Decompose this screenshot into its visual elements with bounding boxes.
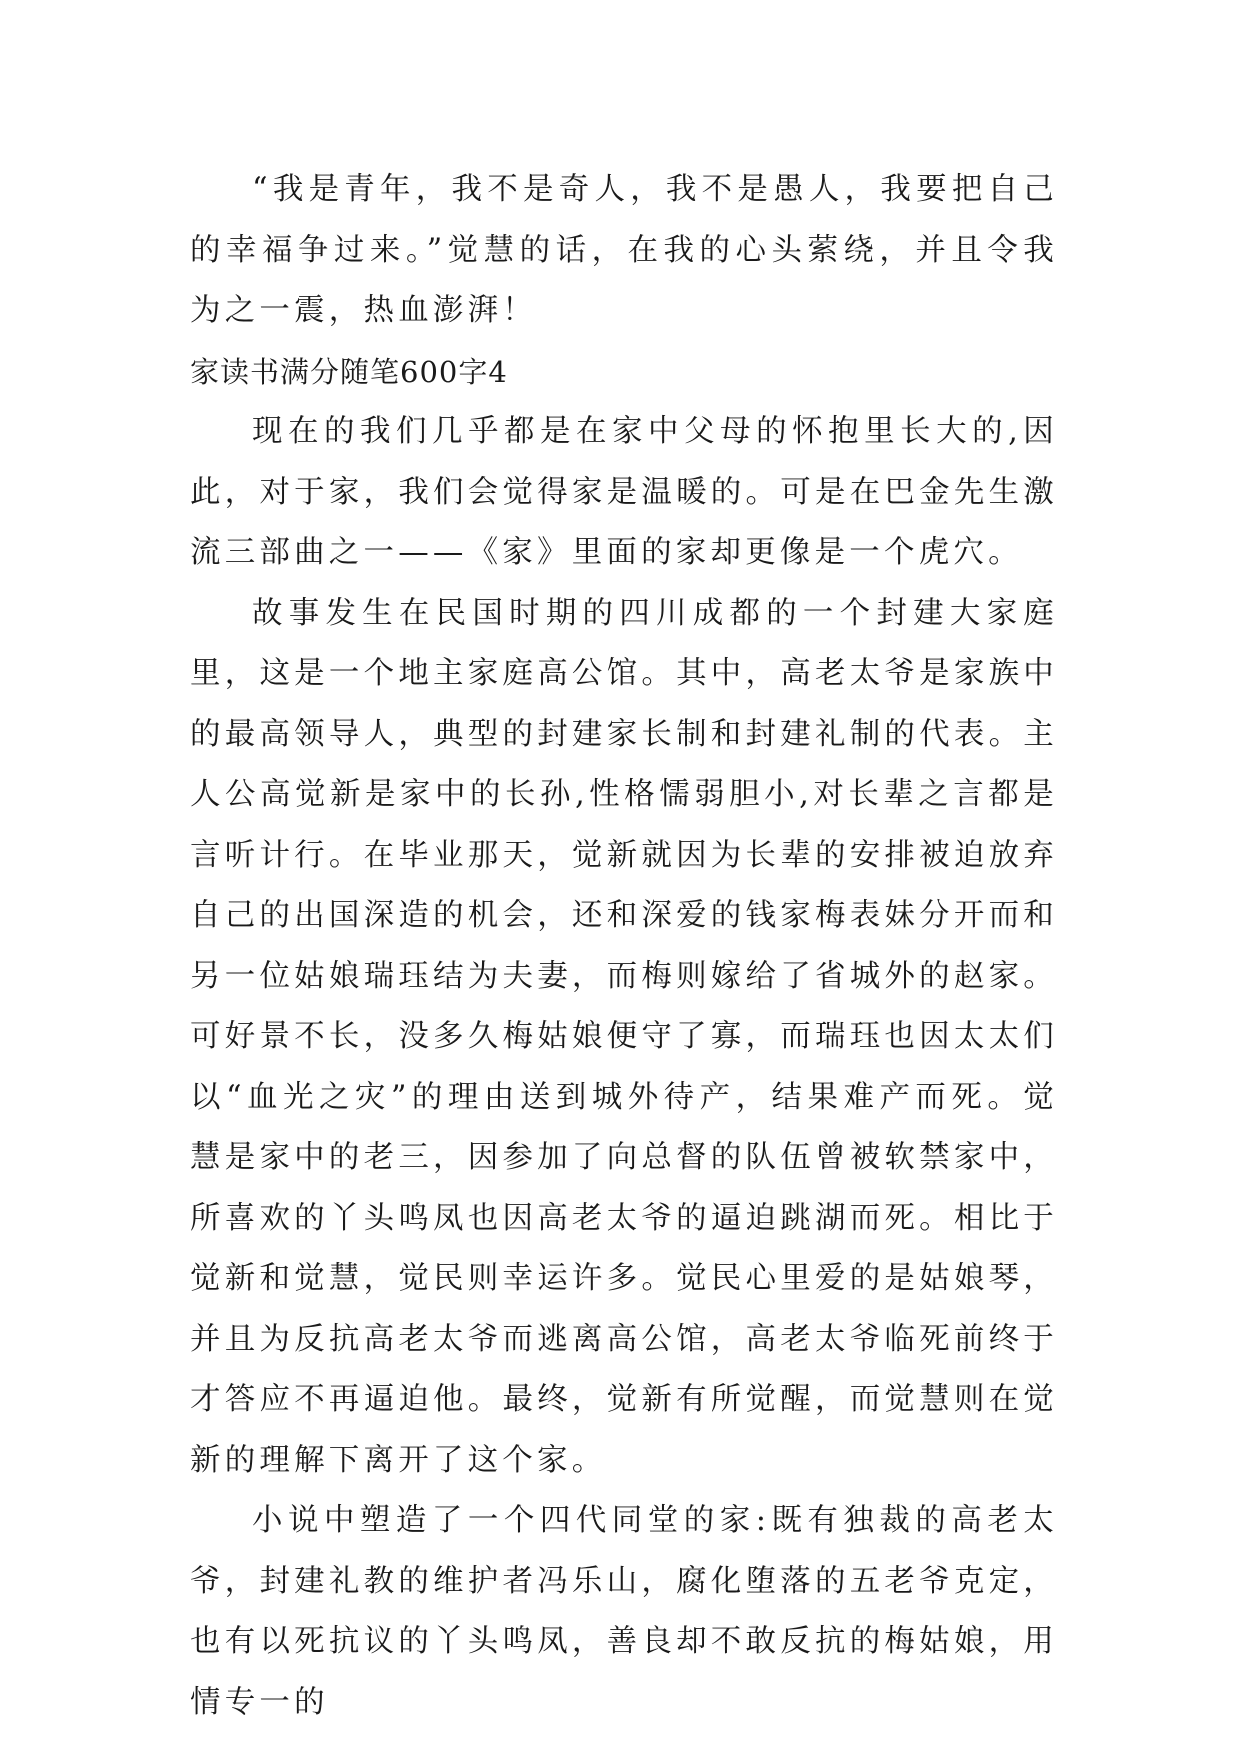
paragraph-characters: 小说中塑造了一个四代同堂的家:既有独裁的高老太爷，封建礼教的维护者冯乐山，腐化堕落的五老爷克定，也有以死抗议的丫头鸣凤，善良却不敢反抗的梅姑娘，用情专一的 xyxy=(190,1503,1058,1720)
section-title: 家读书满分随笔600字4 xyxy=(190,354,508,389)
paragraph-story: 故事发生在民国时期的四川成都的一个封建大家庭里，这是一个地主家庭高公馆。其中，高老太爷是家族中的最高领导人，典型的封建家长制和封建礼制的代表。主人公高觉新是家中的长孙,性格懦弱胆小,对长辈之言都是言听计行。在毕业那天，觉新就因为长辈的安排被迫放弃自己的出国深造的机会，还和深爱的钱家梅表妹分开而和另一位姑娘瑞珏结为夫妻，而梅则嫁给了省城外的赵家。可好景不长，没多久梅姑娘便守了寡，而瑞珏也因太太们以“血光之灾”的理由送到城外待产，结果难产而死。觉慧是家中的老三，因参加了向总督的队伍曾被软禁家中，所喜欢的丫头鸣凤也因高老太爷的逼迫跳湖而死。相比于觉新和觉慧，觉民则幸运许多。觉民心里爱的是姑娘琴，并且为反抗高老太爷而逃离高公馆，高老太爷临死前终于才答应不再逼迫他。最终，觉新有所觉醒，而觉慧则在觉新的理解下离开了这个家。 xyxy=(190,595,1058,1478)
paragraph-quote: “我是青年，我不是奇人，我不是愚人，我要把自己的幸福争过来。”觉慧的话，在我的心头萦绕，并且令我为之一震，热血澎湃！ xyxy=(190,172,1058,328)
paragraph-intro: 现在的我们几乎都是在家中父母的怀抱里长大的,因此，对于家，我们会觉得家是温暖的。可是在巴金先生激流三部曲之一——《家》里面的家却更像是一个虎穴。 xyxy=(190,414,1058,570)
document-body xyxy=(190,160,1058,1733)
